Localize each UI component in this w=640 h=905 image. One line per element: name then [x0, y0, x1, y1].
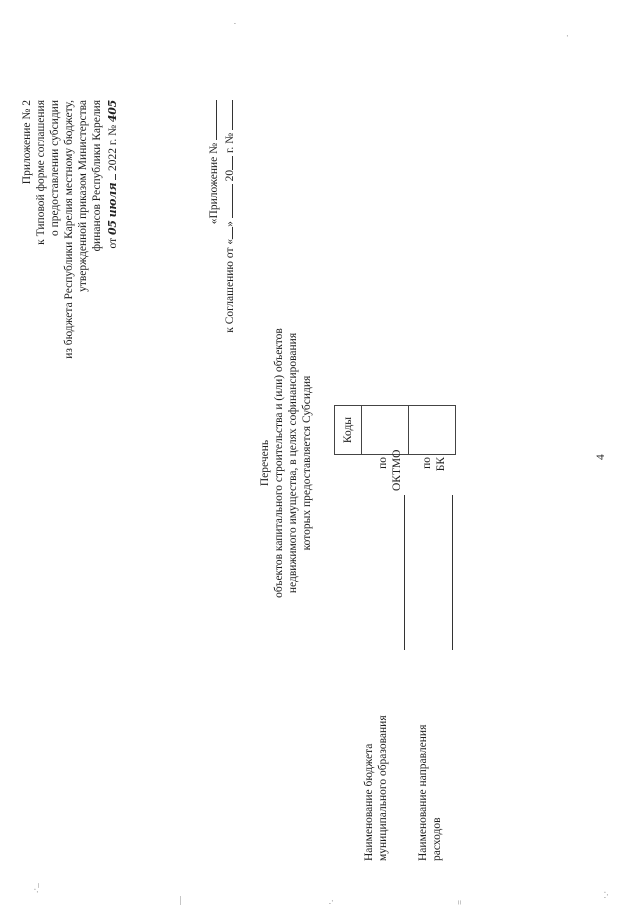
- field-expense-direction-label: [416, 725, 444, 861]
- oktmo-code-prefix: по: [377, 457, 389, 469]
- agreement-number-label: г. №: [224, 132, 236, 154]
- codes-table: [334, 405, 456, 455]
- codes-table-header: Коды: [335, 406, 362, 455]
- bk-code-cell[interactable]: [409, 406, 456, 455]
- appendix-line-3: о предоставлении субсидии: [49, 100, 61, 237]
- agreement-year-blank: [221, 156, 233, 170]
- order-number-handwritten: 405: [106, 100, 119, 123]
- agreement-appendix-line: [205, 100, 221, 460]
- agreement-appendix-number-blank: [205, 100, 217, 140]
- agreement-number-blank: [221, 100, 233, 130]
- date-underline: [104, 174, 116, 180]
- field-expense-direction-label-line-1: Наименование направления: [417, 724, 429, 861]
- agreement-date-line: [221, 100, 237, 460]
- date-year: 2022 г. №: [107, 124, 119, 171]
- field-budget-name-label: [362, 715, 390, 861]
- date-prefix: от: [107, 237, 119, 249]
- scan-speck: —: [175, 896, 185, 905]
- agreement-date-prefix: к Соглашению от «: [224, 238, 236, 333]
- page-number: 4: [595, 454, 607, 460]
- agreement-year-prefix: 20: [224, 169, 236, 182]
- bk-code-prefix: по: [421, 457, 433, 469]
- appendix-line-2: к Типовой форме соглашения: [35, 100, 47, 245]
- title-line-2: объектов капитального строительства и (или) объектов: [273, 328, 285, 598]
- appendix-date-line: [104, 100, 120, 460]
- agreement-day-blank: [221, 227, 233, 239]
- title-line-4: которых предоставляется Субсидия: [301, 375, 313, 551]
- scan-speck: ·.: [325, 899, 335, 905]
- scan-speck: ·: [230, 22, 240, 25]
- agreement-month-blank: [221, 184, 233, 218]
- scan-speck: =: [455, 899, 465, 905]
- appendix-line-6: финансов Республики Карелия: [91, 100, 103, 252]
- appendix-line-1: Приложение № 2: [21, 100, 33, 185]
- appendix-line-5: утвержденной приказом Министерства: [77, 100, 89, 292]
- appendix-line-4: из бюджета Республики Карелия местному бюджету,: [63, 100, 75, 359]
- oktmo-code-name: ОКТМО: [391, 449, 403, 491]
- agreement-date-quote: »: [224, 221, 236, 227]
- agreement-reference: [205, 100, 237, 460]
- field-budget-name-label-line-2: муниципального образования: [377, 715, 389, 861]
- date-month-handwritten: июля: [106, 182, 119, 218]
- bk-code-name: БК: [435, 457, 447, 472]
- field-expense-direction-underline[interactable]: [452, 495, 453, 650]
- title-line-1: Перечень: [259, 439, 271, 487]
- scan-speck: .·_: [30, 883, 40, 893]
- field-budget-name-label-line-1: Наименование бюджета: [363, 743, 375, 861]
- scan-speck: .: [560, 34, 570, 37]
- title-line-3: недвижимого имущества, в целях софинансирования: [287, 332, 299, 594]
- appendix-block: [20, 100, 120, 460]
- bk-code-label: [420, 457, 448, 491]
- document-title: [258, 283, 314, 643]
- agreement-appendix-title: «Приложение №: [208, 142, 220, 225]
- oktmo-code-cell[interactable]: [362, 406, 409, 455]
- oktmo-code-label: [376, 449, 404, 491]
- date-day-handwritten: 05: [106, 220, 119, 235]
- field-expense-direction-label-line-2: расходов: [431, 817, 443, 861]
- field-budget-name-underline[interactable]: [404, 495, 405, 650]
- scan-speck: ·.·: [600, 890, 610, 899]
